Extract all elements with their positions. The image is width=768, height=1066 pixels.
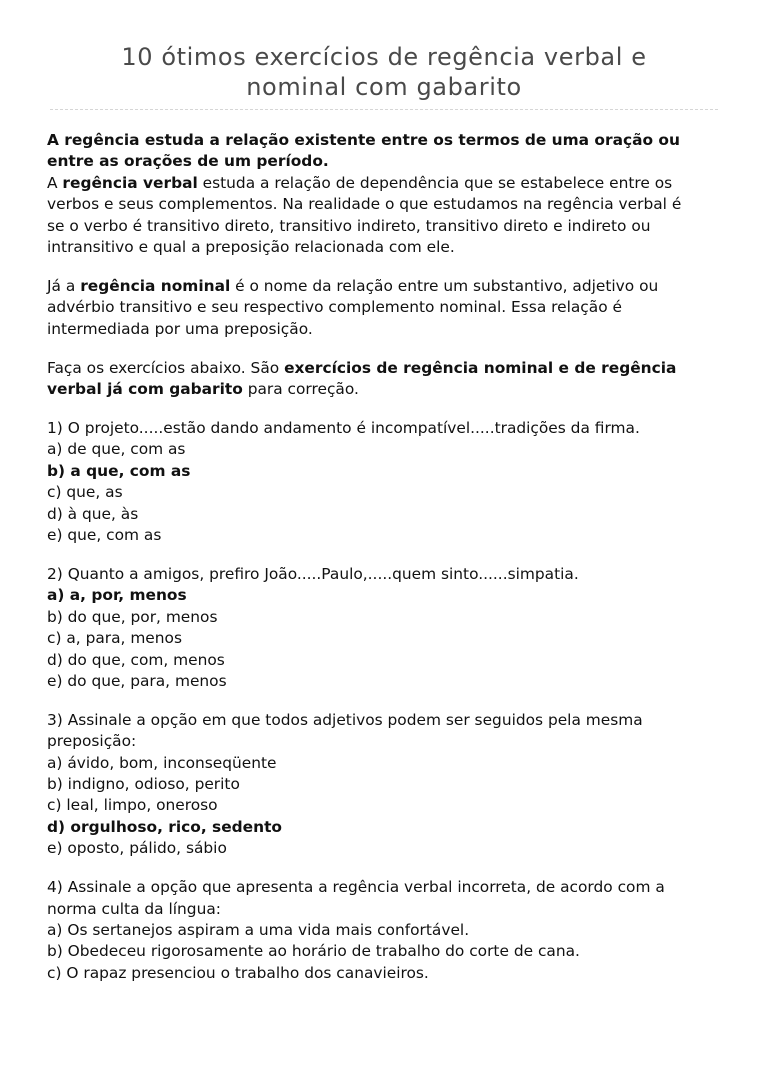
intro-line-3: se o verbo é transitivo direto, transitivo indireto, transitivo direto e indireto ou	[47, 216, 651, 235]
question-stem: 1) O projeto.....estão dando andamento é incompatível.....tradições da firma.	[47, 418, 640, 437]
question-stem-continued: preposição:	[47, 732, 137, 751]
answer-option: a) de que, com as	[47, 440, 186, 459]
intro-line-1-post: estuda a relação de dependência que se estabelece entre os	[197, 173, 673, 192]
exercises-intro-line-2-bold: verbal já com gabarito	[47, 380, 243, 399]
answer-option: c) que, as	[47, 483, 123, 502]
nominal-line-3: intermediada por uma preposição.	[47, 319, 313, 338]
article-body	[47, 130, 721, 984]
answer-option: a) ávido, bom, inconseqüente	[47, 753, 277, 772]
question-stem-continued: norma culta da língua:	[47, 899, 221, 918]
nominal-line-2: advérbio transitivo e seu respectivo complemento nominal. Essa relação é	[47, 298, 622, 317]
nominal-line-1-pre: Já a	[47, 276, 81, 295]
exercises-intro-line-2-post: para correção.	[242, 380, 359, 399]
question-stem: 3) Assinale a opção em que todos adjetivos podem ser seguidos pela mesma	[47, 710, 643, 729]
intro-line-1-bold: regência verbal	[62, 173, 198, 192]
question-stem: 2) Quanto a amigos, prefiro João.....Paulo,.....quem sinto......simpatia.	[47, 564, 579, 583]
question-2	[47, 564, 721, 692]
answer-option: c) leal, limpo, oneroso	[47, 796, 218, 815]
answer-option: c) a, para, menos	[47, 629, 182, 648]
page-title	[47, 42, 721, 102]
intro-line-1-pre: A	[47, 173, 63, 192]
nominal-paragraph	[47, 276, 721, 340]
answer-option: c) O rapaz presenciou o trabalho dos canavieiros.	[47, 963, 429, 982]
answer-option-correct: a) a, por, menos	[47, 586, 187, 605]
intro-line-1	[47, 173, 721, 194]
nominal-line-1	[47, 276, 721, 297]
title-divider	[50, 109, 718, 110]
answer-option: e) do que, para, menos	[47, 671, 227, 690]
document-page	[0, 42, 768, 1066]
exercises-intro-paragraph	[47, 358, 721, 401]
intro-line-4: intransitivo e qual a preposição relacionada com ele.	[47, 238, 455, 257]
exercises-intro-line-2	[47, 379, 721, 400]
intro-line-2: verbos e seus complementos. Na realidade o que estudamos na regência verbal é	[47, 195, 682, 214]
exercises-intro-line-1-bold: exercícios de regência nominal e de regência	[284, 358, 677, 377]
answer-option: b) indigno, odioso, perito	[47, 775, 240, 794]
question-3	[47, 710, 721, 860]
exercises-intro-line-1-pre: Faça os exercícios abaixo. São	[47, 358, 285, 377]
answer-option: b) Obedeceu rigorosamente ao horário de trabalho do corte de cana.	[47, 942, 580, 961]
intro-bold-line-1: A regência estuda a relação existente entre os termos de uma oração ou	[47, 131, 680, 149]
answer-option: a) Os sertanejos aspiram a uma vida mais confortável.	[47, 921, 470, 939]
answer-option-correct: d) orgulhoso, rico, sedento	[47, 817, 283, 836]
intro-bold-line-2: entre as orações de um período.	[47, 152, 329, 171]
answer-option: d) à que, às	[47, 504, 139, 523]
answer-option: d) do que, com, menos	[47, 650, 225, 669]
answer-option-correct: b) a que, com as	[47, 461, 191, 480]
nominal-line-1-post: é o nome da relação entre um substantivo, adjetivo ou	[230, 276, 659, 295]
question-1	[47, 418, 721, 546]
intro-paragraph	[47, 130, 721, 258]
question-4	[47, 877, 721, 984]
exercises-intro-line-1	[47, 358, 721, 379]
title-line-2: nominal com gabarito	[246, 73, 522, 101]
answer-option: e) oposto, pálido, sábio	[47, 839, 227, 858]
answer-option: e) que, com as	[47, 526, 162, 544]
title-line-1: 10 ótimos exercícios de regência verbal e	[121, 43, 647, 71]
answer-option: b) do que, por, menos	[47, 607, 218, 626]
nominal-line-1-bold: regência nominal	[80, 276, 231, 295]
question-stem: 4) Assinale a opção que apresenta a regência verbal incorreta, de acordo com a	[47, 878, 665, 897]
